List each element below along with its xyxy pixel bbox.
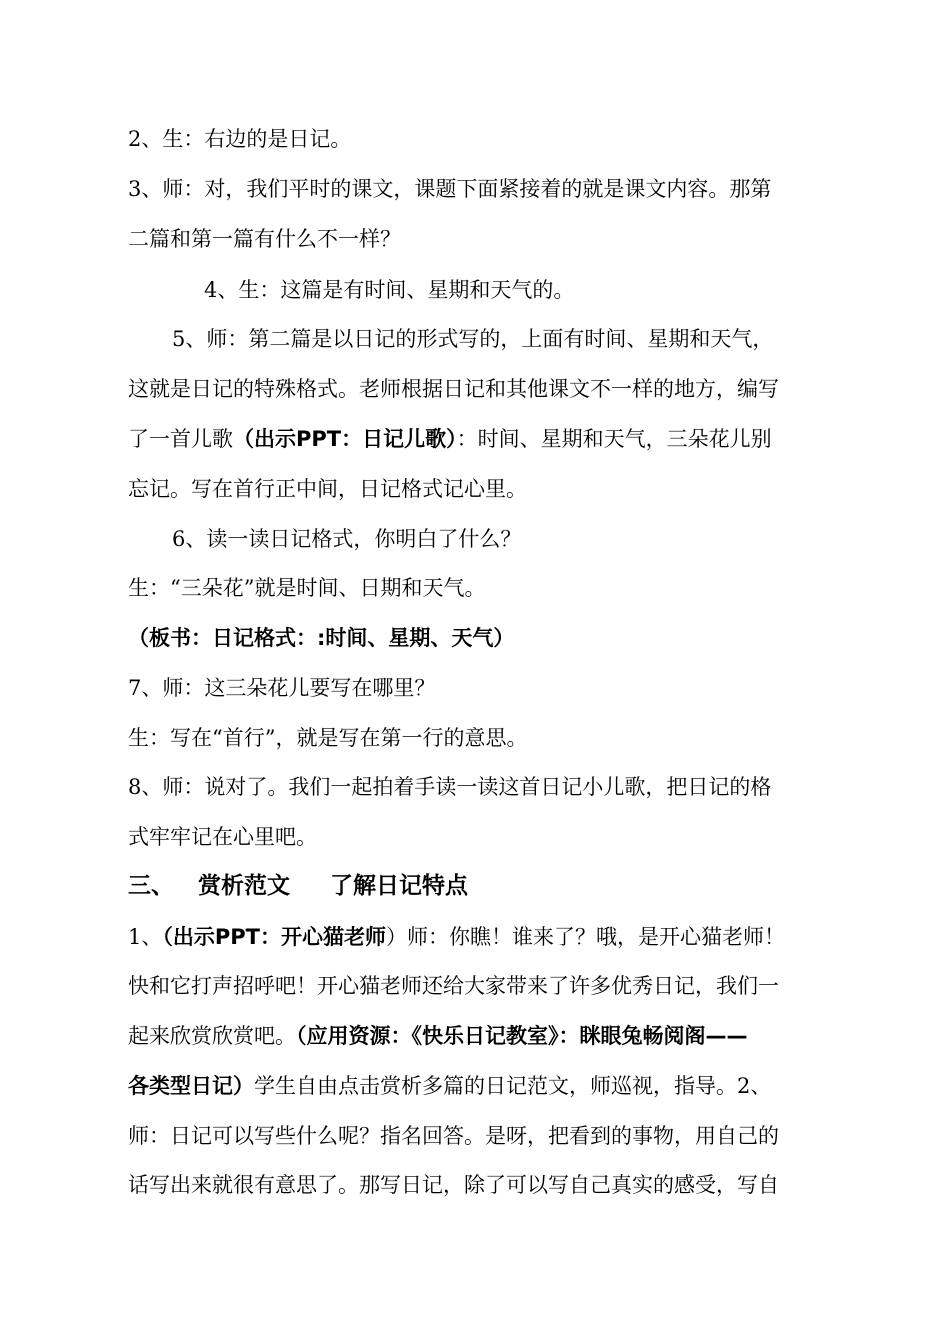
- heading-number: 三、: [128, 873, 174, 899]
- paragraph-line: [128, 1074, 771, 1098]
- paragraph-line: 5、师：第二篇是以日记的形式写的，上面有时间、星期和天气，: [172, 327, 774, 351]
- inline-text: 起来欣赏欣赏吧。: [128, 1024, 296, 1048]
- paragraph-line: 6、读一读日记格式，你明白了什么？: [172, 527, 522, 551]
- inline-text: 学生自由点击赏析多篇的日记范文，师巡视，指导。2、: [254, 1074, 772, 1098]
- paragraph-line: [128, 1024, 748, 1048]
- paragraph-line: 生：写在“首行”，就是写在第一行的意思。: [128, 726, 528, 750]
- inline-text: 了一首儿歌: [128, 427, 233, 451]
- paragraph-line: 忘记。写在首行正中间，日记格式记心里。: [128, 477, 527, 501]
- paragraph-line: 式牢牢记在心里吧。: [128, 825, 317, 849]
- paragraph-line: 师：日记可以写些什么呢？指名回答。是呀，把看到的事物，用自己的: [128, 1124, 779, 1148]
- paragraph-line: 3、师：对，我们平时的课文，课题下面紧接着的就是课文内容。那第: [128, 177, 772, 201]
- ppt-note: （出示PPT：日记儿歌）: [233, 427, 457, 451]
- ppt-note: （出示PPT：开心猫老师: [162, 925, 386, 949]
- inline-text: ：时间、星期和天气，三朵花儿别: [456, 427, 772, 451]
- paragraph-line: 2、生：右边的是日记。: [128, 127, 352, 151]
- paragraph-line: 7、师：这三朵花儿要写在哪里？: [128, 676, 436, 700]
- heading-part: 了解日记特点: [330, 873, 469, 899]
- heading-part: 赏析范文: [198, 873, 291, 899]
- resource-note: （应用资源：《快乐日记教室》：眯眼兔畅阅阁——: [296, 1024, 748, 1048]
- resource-note: 各类型日记）: [128, 1074, 254, 1098]
- paragraph-line: 生：“三朵花”就是时间、日期和天气。: [128, 576, 486, 600]
- paragraph-line: 4、生：这篇是有时间、星期和天气的。: [204, 278, 575, 302]
- inline-text: ）师：你瞧！谁来了？哦，是开心猫老师！: [385, 925, 785, 949]
- blackboard-note: （板书：日记格式：:时间、星期、天气）: [128, 626, 515, 650]
- paragraph-line: 话写出来就很有意思了。那写日记，除了可以写自己真实的感受，写自: [128, 1173, 779, 1197]
- section-heading: [128, 874, 468, 898]
- paragraph-line: 这就是日记的特殊格式。老师根据日记和其他课文不一样的地方，编写: [128, 377, 779, 401]
- inline-text: 1、: [128, 925, 163, 949]
- paragraph-line: [128, 427, 772, 451]
- paragraph-line: [128, 925, 785, 949]
- paragraph-line: 快和它打声招呼吧！开心猫老师还给大家带来了许多优秀日记，我们一: [128, 974, 779, 998]
- paragraph-line: 8、师：说对了。我们一起拍着手读一读这首日记小儿歌，把日记的格: [128, 775, 772, 799]
- paragraph-line: 二篇和第一篇有什么不一样？: [128, 227, 401, 251]
